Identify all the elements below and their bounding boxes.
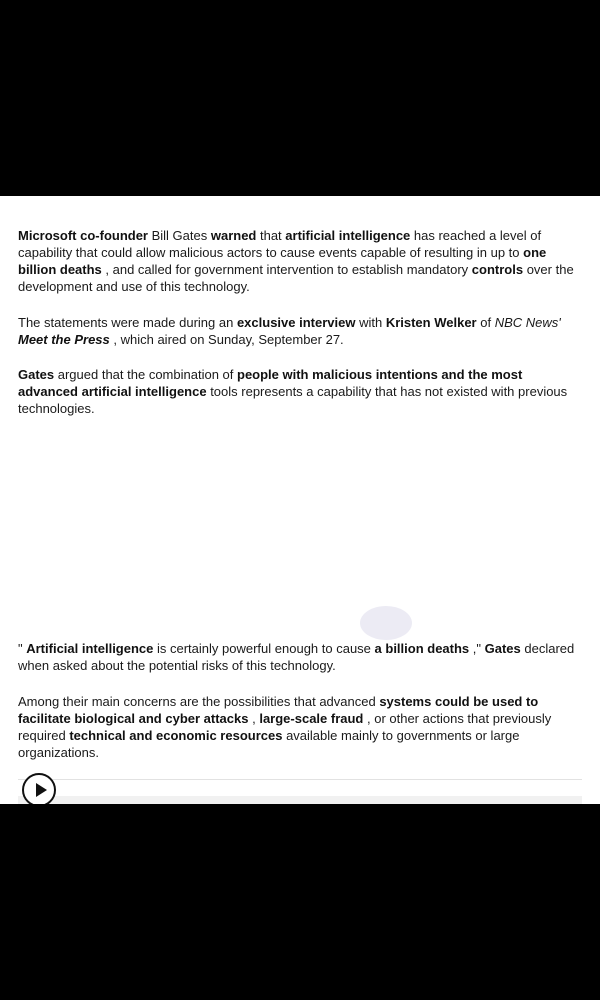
nbc-news-text: NBC News': [494, 315, 561, 330]
warned-text: warned: [210, 228, 257, 243]
text-span: over the development and use of this technology.: [18, 262, 574, 294]
text-span: has reached a level of capability that could allow malicious actors to cause events capable of resulting in up to: [18, 228, 542, 260]
exclusive-interview-text: exclusive interview: [236, 315, 356, 330]
ai-text: artificial intelligence: [285, 228, 411, 243]
text-span: that: [256, 228, 286, 243]
gates-text: Gates: [484, 641, 521, 656]
one-billion-deaths-text: one billion deaths: [18, 245, 547, 277]
gates-text: Gates: [18, 367, 55, 382]
text-span: , which aired on Sunday, September 27.: [109, 332, 344, 347]
paragraph-5: [18, 693, 580, 761]
text-span: The statements were made during an: [18, 315, 237, 330]
text-span: with: [355, 315, 386, 330]
text-span: , and called for government intervention to establish mandatory: [101, 262, 472, 277]
play-icon: [36, 783, 47, 797]
text-span: is certainly powerful enough to cause: [153, 641, 375, 656]
text-span: available mainly to governments or large organizations.: [18, 728, 520, 760]
paragraph-3: [18, 366, 580, 417]
media-player-bar: [18, 796, 582, 804]
billion-deaths-text: a billion deaths: [374, 641, 470, 656]
malicious-intentions-text: people with malicious intentions and the most advanced artificial intelligence: [18, 367, 523, 399]
resources-text: technical and economic resources: [69, 728, 283, 743]
text-span: tools represents a capability that has not existed with previous technologies.: [18, 384, 568, 416]
text-span: Among their main concerns are the possibilities that advanced: [18, 694, 380, 709]
ai-quote-text: Artificial intelligence: [26, 641, 154, 656]
top-black-bar: [0, 0, 600, 196]
bill-gates-text: Bill Gates: [148, 228, 211, 243]
systems-attacks-text: systems could be used to facilitate biological and cyber attacks: [18, 694, 539, 726]
quote-paragraph: [18, 640, 580, 674]
text-span: of: [476, 315, 495, 330]
paragraph-1: [18, 227, 580, 295]
text-span: , or other actions that previously required: [18, 711, 552, 743]
large-scale-fraud-text: large-scale fraud: [259, 711, 364, 726]
ad-placeholder: [0, 428, 600, 628]
loading-overlay-shape: [360, 606, 412, 640]
divider: [18, 779, 582, 780]
text-span: argued that the combination of: [54, 367, 237, 382]
meet-the-press-text: Meet the Press: [18, 332, 110, 347]
text-span: ,: [248, 711, 260, 726]
paragraph-2: [18, 314, 580, 348]
text-span: declared when asked about the potential risks of this technology.: [18, 641, 575, 673]
article-body: [0, 196, 600, 804]
microsoft-co-founder-text: Microsoft co-founder: [18, 228, 148, 243]
kristen-welker-text: Kristen Welker: [385, 315, 477, 330]
controls-text: controls: [471, 262, 524, 277]
bottom-black-bar: [0, 804, 600, 1000]
text-span: ,": [469, 641, 485, 656]
text-span: ": [18, 641, 27, 656]
play-button[interactable]: [22, 773, 56, 804]
